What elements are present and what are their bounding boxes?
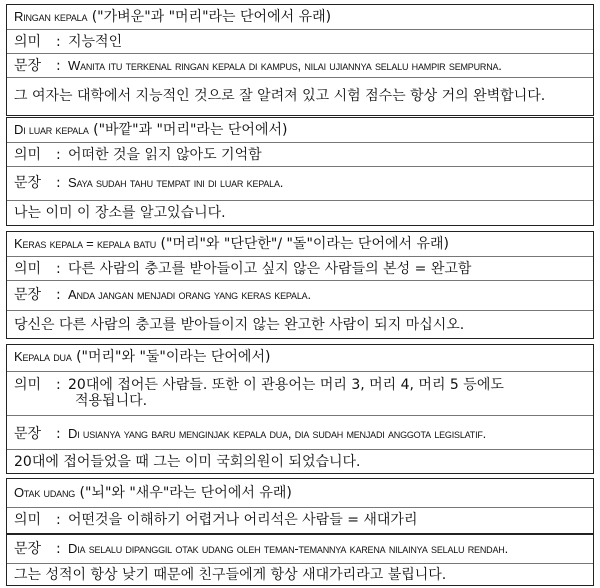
sentence-label: 문장 (14, 541, 42, 557)
translation-row (7, 77, 593, 116)
idiom-term: Keras kepala = kepala batu (14, 236, 157, 251)
idiom-heading-row (7, 118, 593, 142)
translation-row (7, 310, 593, 339)
meaning-row: 의미 : 어떠한 것을 읽지 않아도 기억함 (7, 142, 593, 167)
idiom-entry (6, 478, 594, 586)
idiom-origin: ("머리"와 "단단한"/ "돌"이라는 단어에서 유래) (156, 236, 449, 252)
meaning-text: 다른 사람의 충고를 받아들이고 싶지 않은 사람들의 본성 = 완고함 (68, 261, 472, 277)
idiom-term: Kepala dua (14, 349, 72, 364)
idiom-entry (6, 344, 594, 474)
meaning-label: 의미 (14, 261, 42, 277)
translation-text: 20대에 접어들었을 때 그는 이미 국회의원이 되었습니다. (14, 454, 361, 470)
idiom-origin: ("머리"와 "둘"이라는 단어에서) (71, 349, 271, 365)
meaning-row: 의미 : 다른 사람의 충고를 받아들이고 싶지 않은 사람들의 본성 = 완고함 (7, 256, 593, 281)
meaning-text: 20대에 접어든 사람들. 또한 이 관용어는 머리 3, 머리 4, 머리 5 등에도 (68, 377, 504, 393)
idiom-heading-row (7, 345, 593, 369)
idiom-entry (6, 4, 594, 116)
example-sentence: Saya sudah tahu tempat ini di luar kepala. (68, 175, 284, 190)
meaning-row: 의미 : 어떤것을 이해하기 어렵거나 어리석은 사람들 = 새대가리 (7, 507, 593, 532)
idiom-entry (6, 117, 594, 226)
translation-text: 그 여자는 대학에서 지능적인 것으로 잘 알려져 있고 시험 점수는 항상 거의 완벽합니다. (14, 88, 546, 104)
meaning-label: 의미 (14, 377, 42, 393)
example-row: 문장 : Dia selalu dipanggil otak udang oleh teman-temannya karena nilainya selalu rendah. (7, 533, 593, 565)
meaning-text: 어떤것을 이해하기 어렵거나 어리석은 사람들 = 새대가리 (68, 512, 418, 528)
sentence-label: 문장 (14, 426, 42, 442)
idiom-term: Otak udang (14, 485, 76, 500)
idiom-heading-row (7, 479, 593, 503)
example-sentence: Di usianya yang baru menginjak kepala dua, dia sudah menjadi anggota legislatif. (68, 426, 487, 441)
translation-text: 당신은 다른 사람의 충고를 받아들이지 않는 완고한 사람이 되지 마십시오. (14, 317, 465, 333)
meaning-text-continued: 적용됩니다. (75, 393, 148, 409)
idiom-term: Di luar kepala (14, 122, 89, 137)
idiom-entry (6, 231, 594, 339)
meaning-label: 의미 (14, 147, 42, 163)
translation-row (7, 449, 593, 474)
sentence-label: 문장 (14, 58, 42, 74)
idiom-origin: ("바깥"과 "머리"라는 단어에서) (88, 122, 288, 138)
idiom-origin: ("가벼운"과 "머리"라는 단어에서 유래) (87, 9, 332, 25)
meaning-row: 의미 : 20대에 접어든 사람들. 또한 이 관용어는 머리 3, 머리 4, 머리 5 등에도 적용됩니다. (7, 371, 593, 416)
meaning-text: 지능적인 (68, 34, 123, 50)
idiom-heading-row (7, 232, 593, 256)
translation-row (7, 200, 593, 226)
idiom-origin: ("뇌"와 "새우"라는 단어에서 유래) (75, 485, 292, 501)
example-row: 문장 : Saya sudah tahu tempat ini di luar kepala. (7, 166, 593, 201)
translation-text: 나는 이미 이 장소를 알고있습니다. (14, 205, 226, 221)
translation-row (7, 563, 593, 588)
example-row: 문장 : Di usianya yang baru menginjak kepala dua, dia sudah menjadi anggota legislatif. (7, 415, 593, 450)
meaning-text: 어떠한 것을 읽지 않아도 기억함 (68, 147, 262, 163)
sentence-label: 문장 (14, 287, 42, 303)
example-sentence: Wanita itu terkenal ringan kepala di kampus, nilai ujiannya selalu hampir sempurna. (68, 58, 502, 73)
idiom-term: Ringan kepala (14, 9, 88, 24)
example-sentence: Anda jangan menjadi orang yang keras kepala. (68, 287, 311, 302)
sentence-label: 문장 (14, 175, 42, 191)
meaning-label: 의미 (14, 512, 42, 528)
meaning-row: 의미 : 지능적인 (7, 29, 593, 54)
meaning-label: 의미 (14, 34, 42, 50)
example-row: 문장 : Wanita itu terkenal ringan kepala di kampus, nilai ujiannya selalu hampir sempurna. (7, 53, 593, 78)
idiom-heading-row (7, 5, 593, 29)
translation-text: 그는 성적이 항상 낮기 때문에 친구들에게 항상 새대가리라고 불립니다. (14, 567, 447, 583)
example-sentence: Dia selalu dipanggil otak udang oleh teman-temannya karena nilainya selalu rendah. (68, 541, 508, 556)
example-row: 문장 : Anda jangan menjadi orang yang keras kepala. (7, 280, 593, 311)
